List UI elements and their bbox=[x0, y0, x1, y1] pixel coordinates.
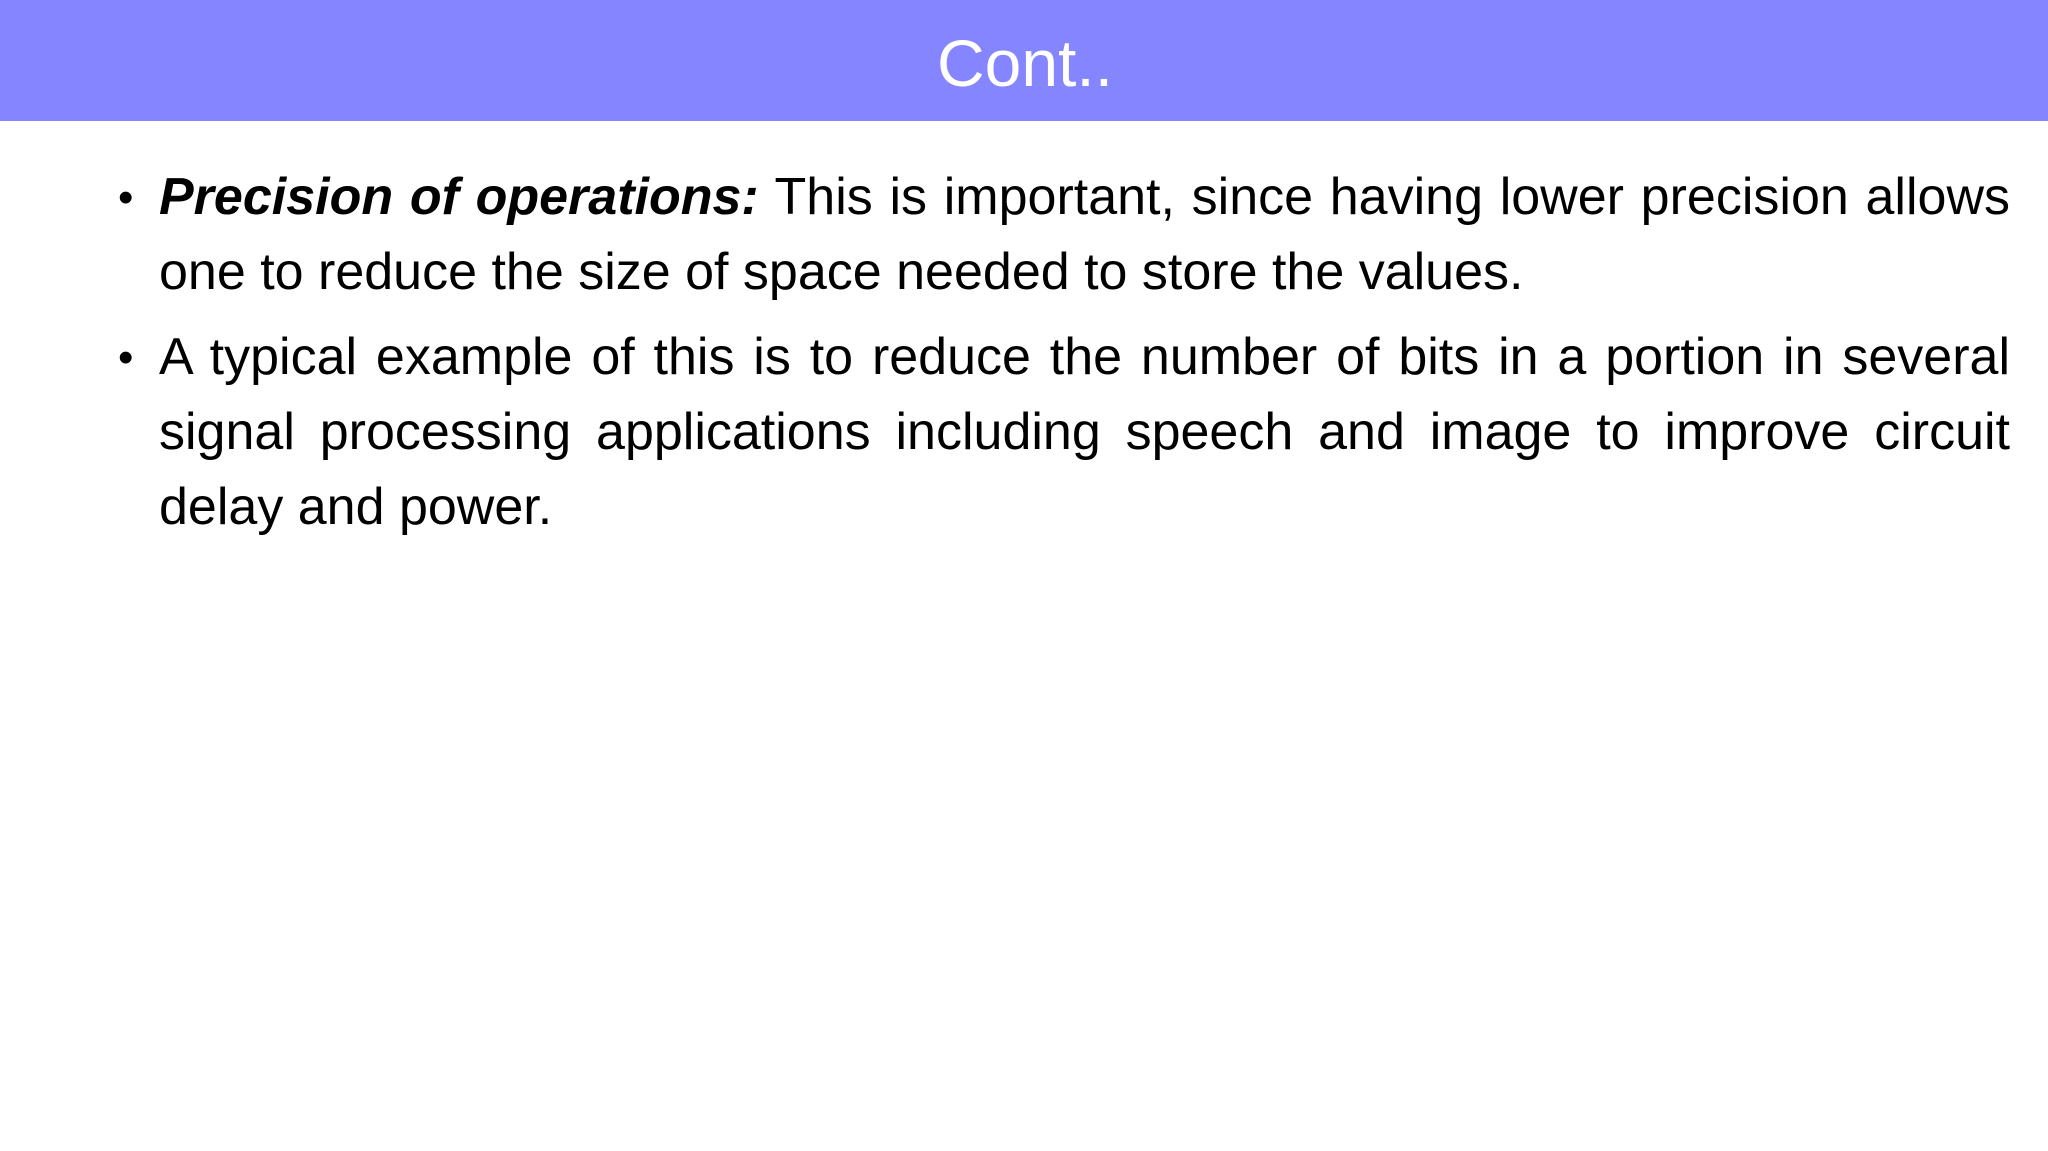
bullet-item-1 bbox=[118, 160, 2010, 310]
slide-title: Cont.. bbox=[936, 25, 1114, 100]
bullet-body-text: A typical example of this is to reduce the number of bits in a portion in several signal processing applications including speech and image to improve circuit delay and power. bbox=[159, 328, 2010, 536]
title-bar bbox=[0, 0, 2048, 121]
bullet-lead-text: Precision of operations: bbox=[159, 168, 759, 226]
bullet-marker: • bbox=[118, 333, 134, 382]
bullet-item-2 bbox=[118, 320, 2010, 545]
bullet-marker: • bbox=[118, 173, 134, 222]
bullet-list bbox=[118, 160, 2010, 555]
bullet-body-text: This is important, since having lower precision allows one to reduce the size of space needed to store the values. bbox=[159, 168, 2010, 301]
